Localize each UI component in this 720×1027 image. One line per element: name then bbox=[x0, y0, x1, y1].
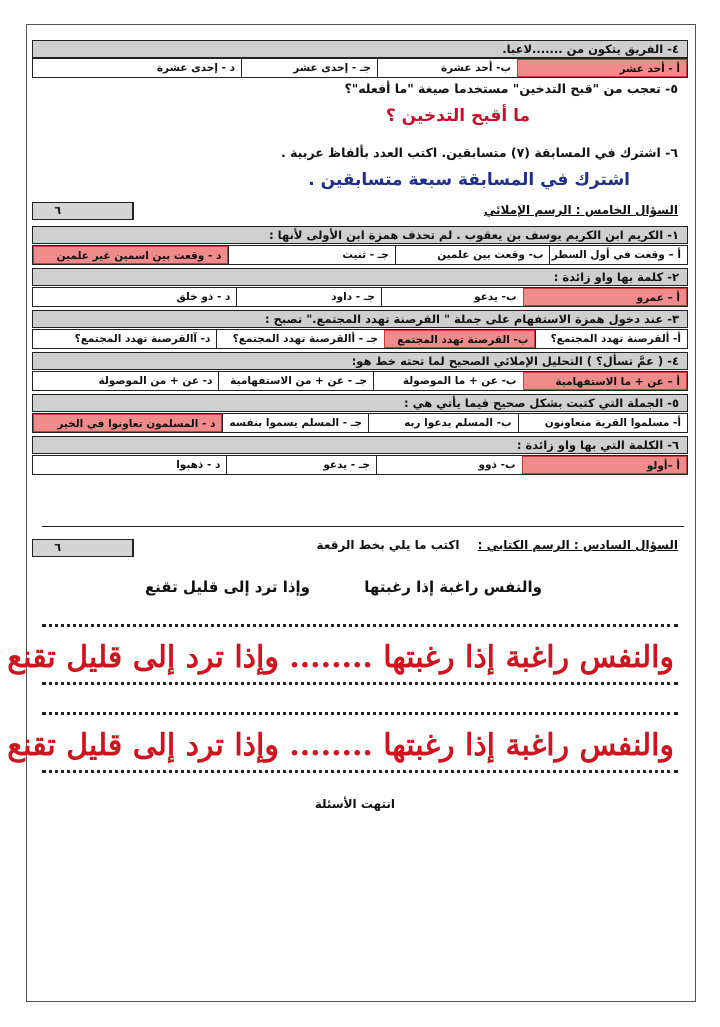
s5-q2-option-a[interactable]: أ – عمرو bbox=[523, 288, 688, 306]
s5-q1-options bbox=[32, 245, 688, 265]
verse-part-1: والنفس راغبة إذا رغبتها bbox=[364, 578, 542, 596]
s5-q3-options bbox=[32, 329, 688, 349]
s5-q2-options bbox=[32, 287, 688, 307]
s5-q5-option-b[interactable]: ب- المسلم يدعوا ربه bbox=[368, 414, 518, 432]
s5-q5-option-c[interactable]: جـ - المسلم يسموا بنفسه bbox=[222, 414, 368, 432]
q5-question: ٥- تعجب من "قبح التدخين" مستخدما صيغة "ما أفعله"؟ bbox=[344, 81, 678, 96]
q4-option-b[interactable]: ب- أحد عشرة bbox=[377, 59, 517, 77]
s5-q1-option-d[interactable]: د - وقعت بين اسمين غير علمين bbox=[33, 246, 228, 264]
writing-guide-dots-2 bbox=[42, 682, 678, 685]
s5-q6-option-b[interactable]: ب- ذوو bbox=[376, 456, 522, 474]
section6-score-value: ٦ bbox=[54, 541, 62, 554]
s5-q6-bar: ٦- الكلمة التي بها واو زائدة : bbox=[32, 436, 688, 454]
s5-q6-options bbox=[32, 455, 688, 475]
s5-q5-bar: ٥- الجملة التي كتبت بشكل صحيح فيما يأتي هي : bbox=[32, 394, 688, 412]
section5-title: السؤال الخامس : الرسم الإملائي bbox=[483, 203, 678, 217]
s5-q4-options bbox=[32, 371, 688, 391]
s5-q4-option-d[interactable]: د- عن + من الموصولة bbox=[98, 375, 213, 387]
q4-options-row bbox=[32, 58, 688, 78]
writing-guide-dots-3 bbox=[42, 712, 678, 715]
s5-q4-option-a[interactable]: أ – عن + ما الاستفهامية bbox=[523, 372, 688, 390]
s5-q1-option-a[interactable]: أ – وقعت في أول السطر bbox=[549, 246, 687, 264]
s5-q1-option-b[interactable]: ب- وقعت بين علمين bbox=[395, 246, 550, 264]
s5-q6-option-a[interactable]: أ –أولو bbox=[522, 456, 688, 474]
q4-option-a[interactable]: أ - أحد عشر bbox=[517, 59, 687, 77]
section6-score-box bbox=[32, 539, 134, 557]
s5-q3-option-c[interactable]: جـ - أالقرصنة تهدد المجتمع؟ bbox=[216, 330, 383, 348]
s5-q5-option-d[interactable]: د - المسلمون تعاونوا في الخير bbox=[33, 414, 222, 432]
s5-q5-option-a[interactable]: أ- مسلموا القرية متعاونون bbox=[518, 414, 687, 432]
section6-header: السؤال السادس : الرسم الكتابي : اكتب ما يلي بخط الرقعة bbox=[316, 538, 678, 552]
s5-q4-bar: ٤- ( عمَّ تسأل؟ ) التحليل الإملائي الصحيح لما تحته خط هو: bbox=[32, 352, 688, 370]
q4-option-c[interactable]: جـ - إحدى عشر bbox=[241, 59, 377, 77]
s5-q3-bar: ٣- عند دخول همزة الاستفهام على جملة " القرصنة تهدد المجتمع." تصبح : bbox=[32, 310, 688, 328]
q6-answer: اشترك في المسابقة سبعة متسابقين . bbox=[308, 170, 630, 190]
s5-q1-option-c[interactable]: جـ - ثنيت bbox=[228, 246, 394, 264]
handwriting-line-2: والنفس راغبة إذا رغبتها ........ وإذا ترد إلى قليل تقنع bbox=[7, 728, 674, 763]
q6-question: ٦- اشترك في المسابقة (٧) متسابقين. اكتب العدد بألفاظ عربية . bbox=[281, 145, 678, 160]
s5-q4-option-c[interactable]: جـ - عن + من الاستفهامية bbox=[218, 372, 373, 390]
handwriting-line-1: والنفس راغبة إذا رغبتها ........ وإذا ترد إلى قليل تقنع bbox=[7, 640, 674, 675]
writing-guide-dots-4 bbox=[42, 770, 678, 773]
section5-score-box bbox=[32, 202, 134, 220]
s5-q2-option-d[interactable]: د - ذو خلق bbox=[176, 291, 231, 303]
section6-score-empty bbox=[83, 540, 134, 556]
q4-question-bar: ٤- الفريق يتكون من .......لاعبا. bbox=[32, 40, 688, 58]
s5-q3-option-d[interactable]: د- آالقرصنة تهدد المجتمع؟ bbox=[74, 333, 211, 345]
s5-q4-option-b[interactable]: ب- عن + ما الموصولة bbox=[373, 372, 523, 390]
q4-option-d[interactable]: د - إحدى عشرة bbox=[156, 62, 235, 74]
s5-q3-option-b[interactable]: ب- القرصنة تهدد المجتمع bbox=[384, 330, 536, 348]
q5-answer: ما أقبح التدخين ؟ bbox=[385, 106, 530, 126]
s5-q1-bar: ١- الكريم ابن الكريم يوسف بن يعقوب . لم تحذف همزة ابن الأولى لأنها : bbox=[32, 226, 688, 244]
section5-score-empty bbox=[83, 203, 134, 219]
writing-guide-dots-1 bbox=[42, 624, 678, 627]
s5-q6-option-d[interactable]: د - ذهبوا bbox=[176, 459, 221, 471]
section-divider bbox=[42, 526, 684, 527]
s5-q6-option-c[interactable]: جـ - يدعو bbox=[226, 456, 376, 474]
end-of-questions: انتهت الأسئلة bbox=[314, 797, 395, 811]
s5-q2-bar: ٢- كلمة بها واو زائدة : bbox=[32, 268, 688, 286]
s5-q2-option-b[interactable]: ب- يدعو bbox=[381, 288, 523, 306]
verse-part-2: وإذا ترد إلى قليل تقنع bbox=[144, 578, 310, 596]
s5-q2-option-c[interactable]: جـ - داود bbox=[236, 288, 381, 306]
s5-q3-option-a[interactable]: أ- ألقرصنة تهدد المجتمع؟ bbox=[535, 330, 687, 348]
section5-score-value: ٦ bbox=[54, 204, 62, 217]
s5-q5-options bbox=[32, 413, 688, 433]
section6-instruction: اكتب ما يلي بخط الرقعة bbox=[316, 538, 460, 552]
